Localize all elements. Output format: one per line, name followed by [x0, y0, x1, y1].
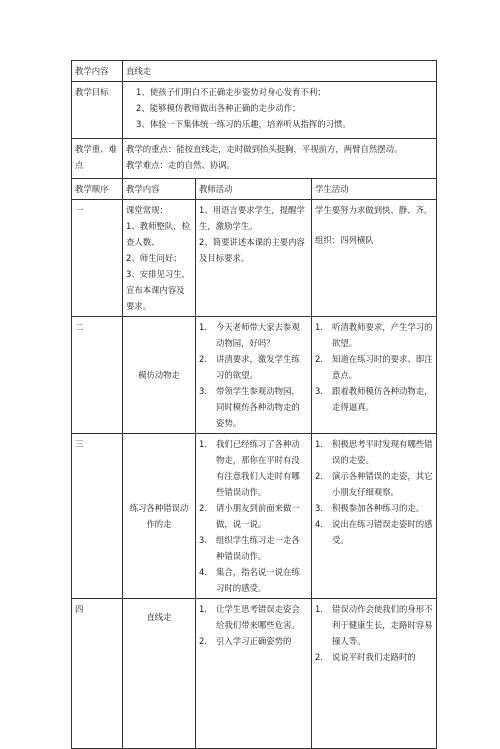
header-student: 学生活动	[312, 179, 437, 200]
section-student: 学生要努力求做到快、静、齐。 组织：四列横队	[312, 200, 437, 317]
teacher-step: 2. 请小朋友到前面来做一做，说一说。	[199, 503, 300, 529]
teacher-step: 4. 集合，指名说一说在练习时的感受。	[199, 567, 300, 593]
student-step: 2. 演示各种错误的走姿，其它小朋友仔细观察。	[315, 471, 433, 497]
key-point: 教学的重点：能按直线走，走时做到抬头挺胸，平视前方，两臂自然摆动。	[126, 144, 403, 154]
section-teacher	[196, 434, 312, 599]
key-points-label: 教学重、难 点	[72, 139, 123, 179]
goals-label: 教学目标	[72, 82, 123, 139]
teacher-step: 1. 我们已经练习了各种动物走，那你在平时有没有注意我们人走时有哪些错误动作。	[199, 439, 300, 497]
section-content: 模仿动物走	[123, 317, 196, 434]
student-step: 1. 错误动作会使我们的身形不利于健康生长，走路时容易撞人等。	[315, 604, 433, 646]
section-content: 课堂常规： 1、教师整队，检查人数、 2、师生问好； 3、安排见习生，宣布本课内容及要求。	[123, 200, 196, 317]
content-row	[72, 61, 437, 82]
goal-item: 2、能够模仿教师做出各种正确的走步动作；	[136, 103, 301, 113]
teacher-step: 3. 组织学生练习走一走各种错误动作。	[199, 535, 300, 561]
student-step: 3. 积极参加各种练习的走。	[315, 503, 425, 513]
content-label: 教学内容	[72, 61, 123, 82]
difficulty-point: 教学难点：走的自然、协调。	[126, 160, 235, 170]
section-row	[72, 434, 437, 599]
section-student	[312, 317, 437, 434]
student-step: 2. 说说平时我们走路时的	[315, 652, 416, 662]
content-value: 直线走	[123, 61, 437, 82]
teacher-step: 2. 讲清要求，激发学生练习的欲望。	[199, 354, 300, 380]
teacher-step: 1. 让学生思考错误走姿会给我们带来哪些危害。	[199, 604, 300, 630]
goal-item: 3、体验一下集体统一练习的乐趣，培养听从指挥的习惯。	[136, 119, 351, 129]
student-step: 3. 跟着教师模仿各种动物走，走得逼真。	[315, 386, 433, 412]
goal-item: 1、使孩子们明白不正确走步姿势对身心发育不利；	[136, 87, 326, 97]
section-content: 直线走	[123, 599, 196, 749]
header-row	[72, 179, 437, 200]
section-student	[312, 599, 437, 749]
teacher-step: 3. 带领学生参观动物园，同时模仿各种动物走的姿势。	[199, 386, 300, 428]
section-row	[72, 200, 437, 317]
key-points-value	[123, 139, 437, 179]
goals-list	[123, 82, 437, 139]
key-points-row	[72, 139, 437, 179]
section-teacher	[196, 599, 312, 749]
goals-row	[72, 82, 437, 139]
student-step: 4. 说出在练习错误走姿时的感受。	[315, 519, 433, 545]
lesson-plan-table	[71, 60, 437, 749]
student-step: 1. 听清教师要求，产生学习的欲望。	[315, 322, 433, 348]
header-order: 教学顺序	[72, 179, 123, 200]
section-order: 二	[72, 317, 123, 434]
section-row	[72, 317, 437, 434]
header-teacher: 教师活动	[196, 179, 312, 200]
teacher-step: 1. 今天老师带大家去参观动物园，好吗？	[199, 322, 300, 348]
section-order: 四	[72, 599, 123, 749]
header-content: 教学内容	[123, 179, 196, 200]
teacher-step: 2. 引入学习正确姿势的	[199, 636, 292, 646]
section-order: 一	[72, 200, 123, 317]
student-step: 1. 积极思考平时发现有哪些错误的走姿。	[315, 439, 433, 465]
student-step: 2. 知道在练习时的要求、即注意点。	[315, 354, 433, 380]
section-content: 练习各种错误动作的走	[123, 434, 196, 599]
section-row	[72, 599, 437, 749]
section-order: 三	[72, 434, 123, 599]
section-teacher: 1、用语言要求学生，提醒学生，激励学生。 2、简要讲述本课的主要内容及目标要求。	[196, 200, 312, 317]
section-student	[312, 434, 437, 599]
section-teacher	[196, 317, 312, 434]
